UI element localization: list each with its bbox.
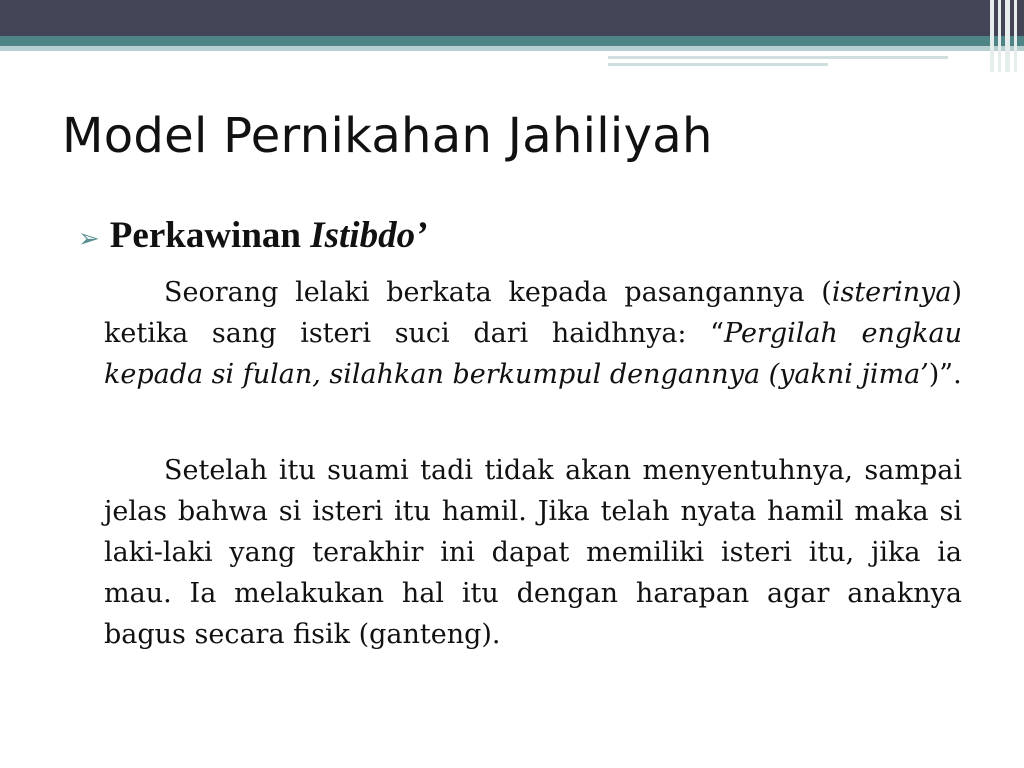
paragraph-1-italic2: Pergilah engkau kepada si fulan, silahkan berkumpul dengannya (yakni jima’ bbox=[104, 318, 963, 390]
paragraph-1-part2: ) ketika sang isteri suci dari haidhnya: “ bbox=[104, 277, 962, 349]
paragraph-1-part3: )”. bbox=[928, 359, 962, 390]
bullet-heading bbox=[78, 214, 427, 257]
paragraph-1-part1: Seorang lelaki berkata kepada pasangannya ( bbox=[164, 277, 832, 308]
bullet-heading-text bbox=[110, 214, 428, 257]
decorative-line bbox=[608, 63, 828, 66]
slide-title: Model Pernikahan Jahiliyah bbox=[62, 108, 713, 164]
header-bar bbox=[0, 0, 1024, 36]
header-accent-band bbox=[0, 36, 1024, 46]
bullet-heading-label: Perkawinan bbox=[109, 215, 311, 256]
paragraph-1 bbox=[104, 272, 962, 395]
decorative-line bbox=[608, 56, 948, 59]
header-light-band bbox=[0, 46, 1024, 51]
bullet-heading-italic: Istibdo’ bbox=[310, 215, 428, 256]
paragraph-1-italic1: isterinya bbox=[831, 277, 952, 308]
arrow-bullet-icon: ➢ bbox=[78, 224, 100, 254]
paragraph-2: Setelah itu suami tadi tidak akan menyentuhnya, sampai jelas bahwa si isteri itu hamil. Jika telah nyata hamil maka si laki-laki yang terakhir ini dapat memiliki isteri itu, jika ia mau. Ia melakukan hal itu dengan harapan agar anaknya bagus secara fisik (ganteng). bbox=[104, 455, 962, 650]
decorative-vertical-stripes bbox=[986, 0, 1024, 72]
